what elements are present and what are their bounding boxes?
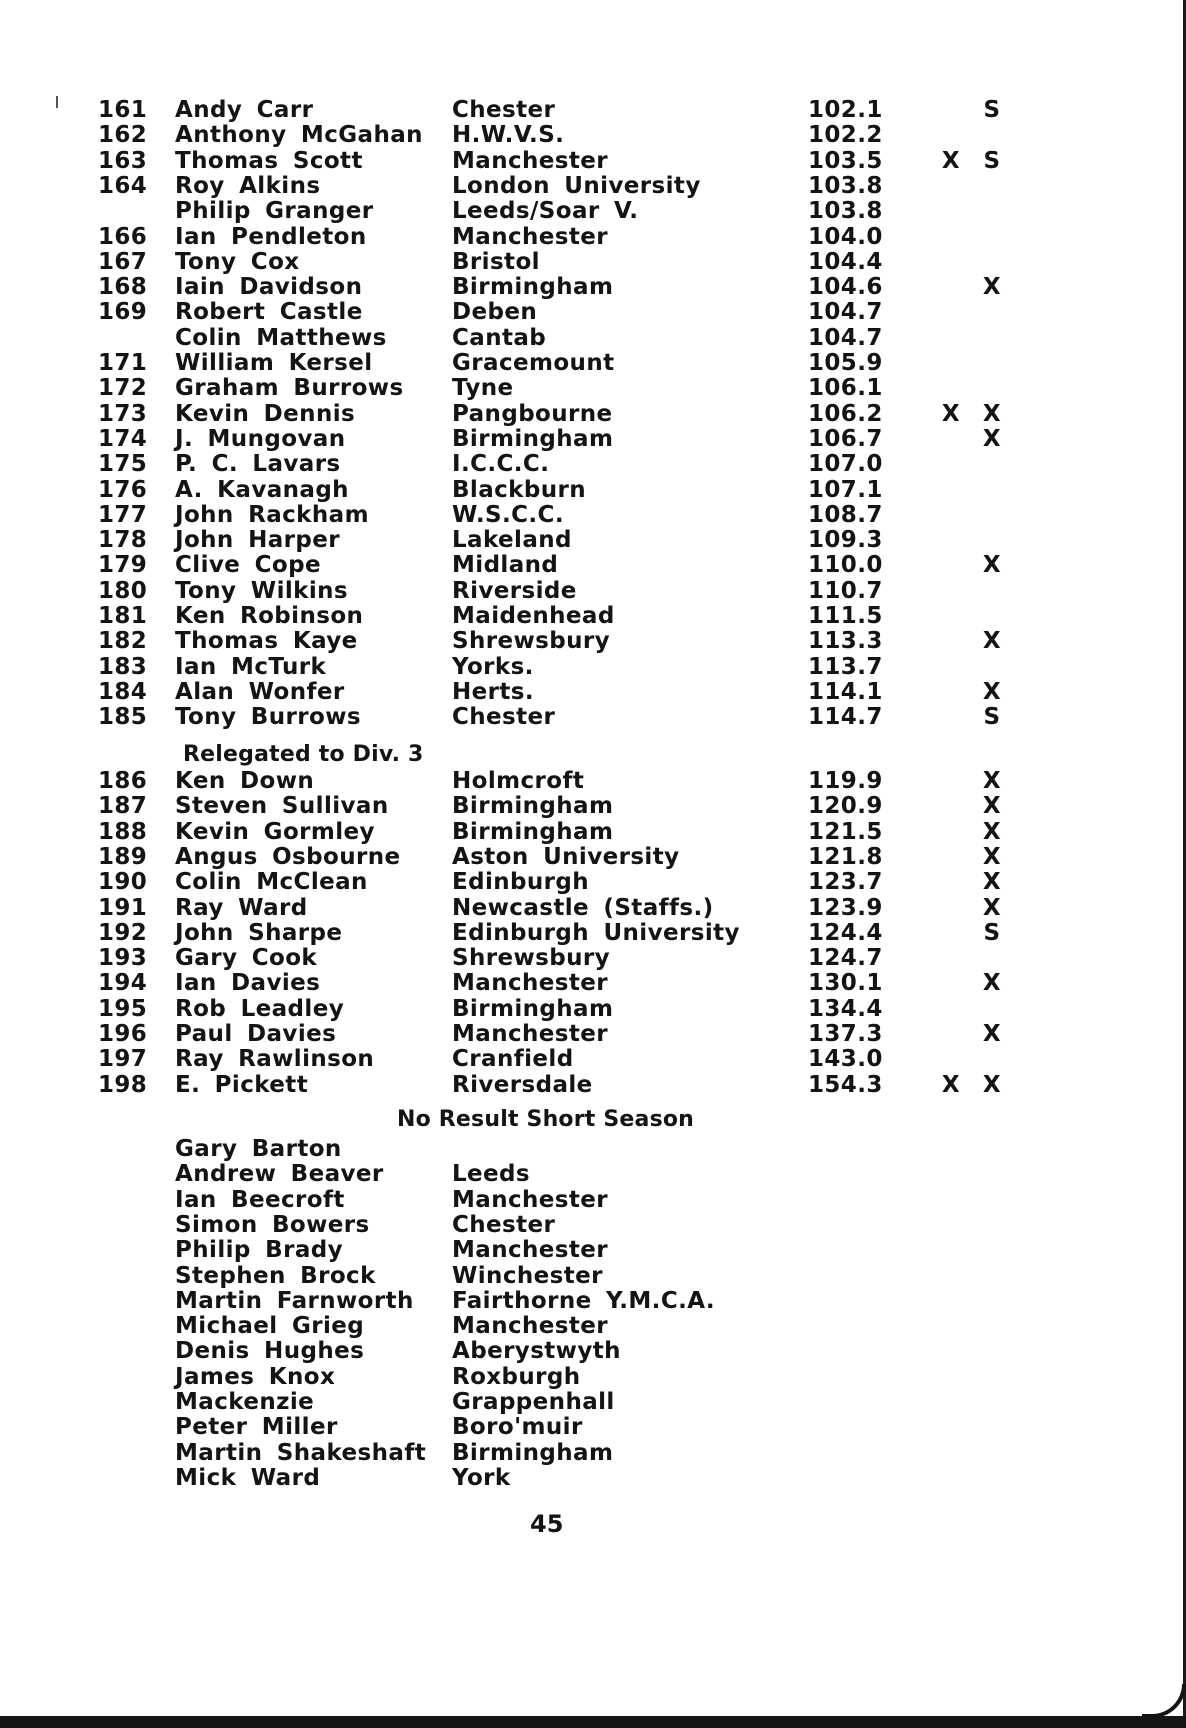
club-cell: Birmingham — [452, 818, 614, 845]
result-row — [0, 325, 1186, 351]
name-cell: Ian Pendleton — [175, 223, 367, 250]
name-cell: Peter Miller — [175, 1414, 338, 1441]
rank-cell: 171 — [98, 350, 148, 376]
time-cell: 109.3 — [808, 527, 883, 554]
name-cell: Ray Ward — [175, 894, 308, 921]
rank-cell: 175 — [98, 451, 148, 478]
name-cell: E. Pickett — [175, 1071, 309, 1098]
mark2-cell: S — [983, 147, 1001, 174]
time-cell: 106.2 — [808, 400, 883, 427]
name-cell: Philip Granger — [175, 198, 374, 225]
rank-cell: 179 — [98, 552, 148, 579]
name-cell: Philip Brady — [175, 1237, 344, 1264]
mark2-cell: X — [982, 628, 1002, 655]
name-cell: Colin Matthews — [175, 324, 387, 351]
time-cell: 143.0 — [808, 1046, 883, 1073]
result-row — [0, 198, 1186, 224]
result-row — [0, 654, 1186, 680]
rank-cell: 167 — [98, 248, 148, 275]
result-row — [0, 552, 1186, 578]
name-cell: Gary Cook — [175, 945, 318, 972]
club-cell: Grappenhall — [452, 1389, 615, 1415]
time-cell: 102.2 — [808, 122, 883, 149]
name-cell: Ken Robinson — [175, 603, 364, 629]
name-cell: Kevin Gormley — [175, 818, 375, 845]
result-row — [0, 173, 1186, 199]
rank-cell: 166 — [98, 223, 148, 250]
time-cell: 114.7 — [808, 704, 883, 731]
time-cell: 137.3 — [808, 1021, 883, 1047]
mark2-cell: X — [982, 793, 1002, 820]
result-row — [0, 895, 1186, 921]
no-result-row — [0, 1338, 1186, 1364]
name-cell: Tony Burrows — [175, 704, 361, 731]
time-cell: 106.7 — [808, 425, 883, 452]
time-cell: 124.7 — [808, 945, 883, 972]
time-cell: 114.1 — [808, 678, 883, 705]
rank-cell: 194 — [98, 970, 148, 997]
club-cell: Manchester — [452, 1186, 609, 1213]
time-cell: 120.9 — [808, 793, 883, 820]
result-row — [0, 502, 1186, 528]
club-cell: Leeds — [452, 1161, 531, 1188]
rank-cell: 188 — [98, 818, 148, 845]
result-row — [0, 704, 1186, 730]
time-cell: 107.0 — [808, 451, 883, 478]
no-result-row — [0, 1161, 1186, 1187]
no-result-row — [0, 1465, 1186, 1491]
result-row — [0, 844, 1186, 870]
name-cell: Mackenzie — [175, 1389, 315, 1415]
club-cell: Pangbourne — [452, 400, 613, 427]
rank-cell: 196 — [98, 1021, 148, 1047]
time-cell: 103.8 — [808, 198, 883, 225]
name-cell: Ian McTurk — [175, 653, 327, 680]
rank-cell: 176 — [98, 476, 148, 503]
result-row — [0, 578, 1186, 604]
time-cell: 110.0 — [808, 552, 883, 579]
rank-cell: 180 — [98, 577, 148, 604]
no-result-row — [0, 1187, 1186, 1213]
club-cell: I.C.C.C. — [452, 451, 550, 478]
no-result-row — [0, 1414, 1186, 1440]
club-cell: Birmingham — [452, 1439, 614, 1466]
club-cell: Shrewsbury — [452, 628, 610, 655]
name-cell: A. Kavanagh — [175, 476, 349, 503]
mark2-cell: X — [982, 552, 1002, 579]
club-cell: Chester — [452, 1211, 556, 1238]
time-cell: 119.9 — [808, 768, 883, 794]
rank-cell: 197 — [98, 1046, 148, 1073]
rank-cell: 184 — [98, 678, 148, 705]
time-cell: 104.0 — [808, 223, 883, 250]
no-result-row — [0, 1440, 1186, 1466]
name-cell: Kevin Dennis — [175, 400, 356, 427]
result-row — [0, 274, 1186, 300]
club-cell: York — [452, 1464, 511, 1491]
club-cell: Tyne — [452, 375, 514, 402]
club-cell: Leeds/Soar V. — [452, 198, 639, 225]
rank-cell: 172 — [98, 375, 148, 402]
no-result-row — [0, 1263, 1186, 1289]
name-cell: Stephen Brock — [175, 1262, 376, 1289]
rank-cell: 169 — [98, 299, 148, 326]
club-cell: Manchester — [452, 147, 609, 174]
rank-cell: 183 — [98, 653, 148, 680]
rank-cell: 162 — [98, 122, 148, 149]
club-cell: Aston University — [452, 843, 680, 870]
rank-cell: 161 — [98, 97, 148, 123]
name-cell: William Kersel — [175, 350, 373, 376]
name-cell: Ken Down — [175, 768, 315, 794]
name-cell: Andy Carr — [175, 97, 314, 123]
name-cell: Steven Sullivan — [175, 793, 389, 820]
club-cell: Lakeland — [452, 527, 572, 554]
mark2-cell: X — [982, 970, 1002, 997]
time-cell: 123.9 — [808, 894, 883, 921]
club-cell: Riverside — [452, 577, 577, 604]
time-cell: 123.7 — [808, 869, 883, 896]
club-cell: Edinburgh University — [452, 919, 740, 946]
club-cell: W.S.C.C. — [452, 501, 564, 528]
result-row — [0, 1021, 1186, 1047]
name-cell: Clive Cope — [175, 552, 321, 579]
result-row — [0, 477, 1186, 503]
result-row — [0, 401, 1186, 427]
no-result-row — [0, 1288, 1186, 1314]
club-cell: Birmingham — [452, 425, 614, 452]
name-cell: Ian Beecroft — [175, 1186, 345, 1213]
club-cell: Cantab — [452, 324, 547, 351]
time-cell: 103.5 — [808, 147, 883, 174]
rank-cell: 163 — [98, 147, 148, 174]
rank-cell: 173 — [98, 400, 148, 427]
club-cell: Gracemount — [452, 350, 615, 376]
no-result-row — [0, 1389, 1186, 1415]
result-row — [0, 679, 1186, 705]
name-cell: John Rackham — [175, 501, 369, 528]
club-cell: Birmingham — [452, 274, 614, 301]
time-cell: 104.7 — [808, 324, 883, 351]
time-cell: 104.4 — [808, 248, 883, 275]
name-cell: Gary Barton — [175, 1136, 342, 1162]
rank-cell: 198 — [98, 1071, 148, 1098]
club-cell: Riversdale — [452, 1071, 593, 1098]
club-cell: Bristol — [452, 248, 540, 275]
name-cell: Ian Davies — [175, 970, 321, 997]
club-cell: Aberystwyth — [452, 1338, 621, 1365]
name-cell: Michael Grieg — [175, 1313, 365, 1340]
club-cell: Roxburgh — [452, 1363, 581, 1390]
club-cell: London University — [452, 172, 701, 199]
mark1-cell: X — [941, 1071, 961, 1098]
club-cell: Winchester — [452, 1262, 603, 1289]
page-edge-curl — [1142, 1684, 1186, 1718]
time-cell: 113.7 — [808, 653, 883, 680]
club-cell: Birmingham — [452, 793, 614, 820]
result-row — [0, 122, 1186, 148]
time-cell: 113.3 — [808, 628, 883, 655]
name-cell: Martin Shakeshaft — [175, 1439, 427, 1466]
page-number: 45 — [530, 1510, 564, 1538]
name-cell: J. Mungovan — [175, 425, 346, 452]
rank-cell: 178 — [98, 527, 148, 554]
time-cell: 107.1 — [808, 476, 883, 503]
time-cell: 104.6 — [808, 274, 883, 301]
mark1-cell: X — [941, 147, 961, 174]
mark2-cell: X — [982, 768, 1002, 794]
name-cell: Robert Castle — [175, 299, 363, 326]
result-row — [0, 628, 1186, 654]
result-row — [0, 768, 1186, 794]
club-cell: Holmcroft — [452, 768, 585, 794]
club-cell: Deben — [452, 299, 538, 326]
mark2-cell: X — [982, 678, 1002, 705]
name-cell: Simon Bowers — [175, 1211, 370, 1238]
mark2-cell: X — [982, 843, 1002, 870]
no-result-row — [0, 1237, 1186, 1263]
name-cell: Graham Burrows — [175, 375, 404, 402]
name-cell: Colin McClean — [175, 869, 368, 896]
result-row — [0, 350, 1186, 376]
mark2-cell: S — [983, 97, 1001, 123]
rank-cell: 192 — [98, 919, 148, 946]
mark2-cell: X — [982, 869, 1002, 896]
mark2-cell: X — [982, 1071, 1002, 1098]
time-cell: 134.4 — [808, 995, 883, 1022]
result-row — [0, 603, 1186, 629]
rank-cell: 193 — [98, 945, 148, 972]
club-cell: Blackburn — [452, 476, 587, 503]
no-result-row — [0, 1364, 1186, 1390]
mark2-cell: S — [983, 704, 1001, 731]
rank-cell: 187 — [98, 793, 148, 820]
mark2-cell: X — [982, 400, 1002, 427]
club-cell: Newcastle (Staffs.) — [452, 894, 714, 921]
club-cell: Edinburgh — [452, 869, 590, 896]
rank-cell: 185 — [98, 704, 148, 731]
no-result-row — [0, 1212, 1186, 1238]
name-cell: John Sharpe — [175, 919, 343, 946]
rank-cell: 174 — [98, 425, 148, 452]
result-row — [0, 996, 1186, 1022]
result-row — [0, 148, 1186, 174]
time-cell: 106.1 — [808, 375, 883, 402]
mark2-cell: X — [982, 1021, 1002, 1047]
result-row — [0, 945, 1186, 971]
result-row — [0, 375, 1186, 401]
name-cell: James Knox — [175, 1363, 336, 1390]
club-cell: Manchester — [452, 223, 609, 250]
club-cell: Shrewsbury — [452, 945, 610, 972]
club-cell: Yorks. — [452, 653, 534, 680]
rank-cell: 191 — [98, 894, 148, 921]
result-row — [0, 97, 1186, 123]
result-row — [0, 451, 1186, 477]
result-row — [0, 819, 1186, 845]
time-cell: 105.9 — [808, 350, 883, 376]
name-cell: Roy Alkins — [175, 172, 321, 199]
mark1-cell: X — [941, 400, 961, 427]
rank-cell: 177 — [98, 501, 148, 528]
name-cell: Denis Hughes — [175, 1338, 365, 1365]
result-row — [0, 920, 1186, 946]
club-cell: Herts. — [452, 678, 535, 705]
name-cell: Rob Leadley — [175, 995, 345, 1022]
club-cell: Fairthorne Y.M.C.A. — [452, 1287, 715, 1314]
time-cell: 154.3 — [808, 1071, 883, 1098]
name-cell: John Harper — [175, 527, 341, 554]
result-row — [0, 426, 1186, 452]
name-cell: Thomas Kaye — [175, 628, 358, 655]
relegated-heading: Relegated to Div. 3 — [183, 742, 424, 767]
club-cell: Maidenhead — [452, 603, 615, 629]
name-cell: Andrew Beaver — [175, 1161, 384, 1188]
rank-cell: 186 — [98, 768, 148, 794]
result-row — [0, 793, 1186, 819]
name-cell: Iain Davidson — [175, 274, 363, 301]
rank-cell: 195 — [98, 995, 148, 1022]
name-cell: Anthony McGahan — [175, 122, 423, 149]
time-cell: 130.1 — [808, 970, 883, 997]
name-cell: Mick Ward — [175, 1464, 321, 1491]
result-row — [0, 869, 1186, 895]
time-cell: 121.5 — [808, 818, 883, 845]
rank-cell: 164 — [98, 172, 148, 199]
result-row — [0, 299, 1186, 325]
club-cell: Boro'muir — [452, 1414, 583, 1441]
result-row — [0, 224, 1186, 250]
name-cell: Tony Wilkins — [175, 577, 348, 604]
time-cell: 103.8 — [808, 172, 883, 199]
club-cell: Birmingham — [452, 995, 614, 1022]
club-cell: H.W.V.S. — [452, 122, 565, 149]
club-cell: Chester — [452, 97, 556, 123]
no-result-heading: No Result Short Season — [397, 1107, 695, 1132]
mark2-cell: X — [982, 425, 1002, 452]
rank-cell: 181 — [98, 603, 148, 629]
club-cell: Manchester — [452, 970, 609, 997]
club-cell: Manchester — [452, 1237, 609, 1264]
result-row — [0, 527, 1186, 553]
no-result-row — [0, 1136, 1186, 1162]
time-cell: 121.8 — [808, 843, 883, 870]
rank-cell: 182 — [98, 628, 148, 655]
result-row — [0, 1072, 1186, 1098]
no-result-row — [0, 1313, 1186, 1339]
time-cell: 124.4 — [808, 919, 883, 946]
time-cell: 110.7 — [808, 577, 883, 604]
time-cell: 102.1 — [808, 97, 883, 123]
name-cell: Angus Osbourne — [175, 843, 401, 870]
mark2-cell: X — [982, 894, 1002, 921]
name-cell: Alan Wonfer — [175, 678, 345, 705]
time-cell: 111.5 — [808, 603, 883, 629]
rank-cell: 168 — [98, 274, 148, 301]
page-edge-bottom — [0, 1716, 1186, 1728]
club-cell: Midland — [452, 552, 559, 579]
result-row — [0, 249, 1186, 275]
name-cell: Ray Rawlinson — [175, 1046, 375, 1073]
name-cell: P. C. Lavars — [175, 451, 341, 478]
result-row — [0, 970, 1186, 996]
name-cell: Paul Davies — [175, 1021, 337, 1047]
name-cell: Martin Farnworth — [175, 1287, 414, 1314]
mark2-cell: X — [982, 818, 1002, 845]
name-cell: Tony Cox — [175, 248, 300, 275]
club-cell: Manchester — [452, 1313, 609, 1340]
time-cell: 104.7 — [808, 299, 883, 326]
rank-cell: 190 — [98, 869, 148, 896]
club-cell: Chester — [452, 704, 556, 731]
mark2-cell: S — [983, 919, 1001, 946]
name-cell: Thomas Scott — [175, 147, 363, 174]
mark2-cell: X — [982, 274, 1002, 301]
rank-cell: 189 — [98, 843, 148, 870]
result-row — [0, 1046, 1186, 1072]
time-cell: 108.7 — [808, 501, 883, 528]
club-cell: Cranfield — [452, 1046, 574, 1073]
club-cell: Manchester — [452, 1021, 609, 1047]
